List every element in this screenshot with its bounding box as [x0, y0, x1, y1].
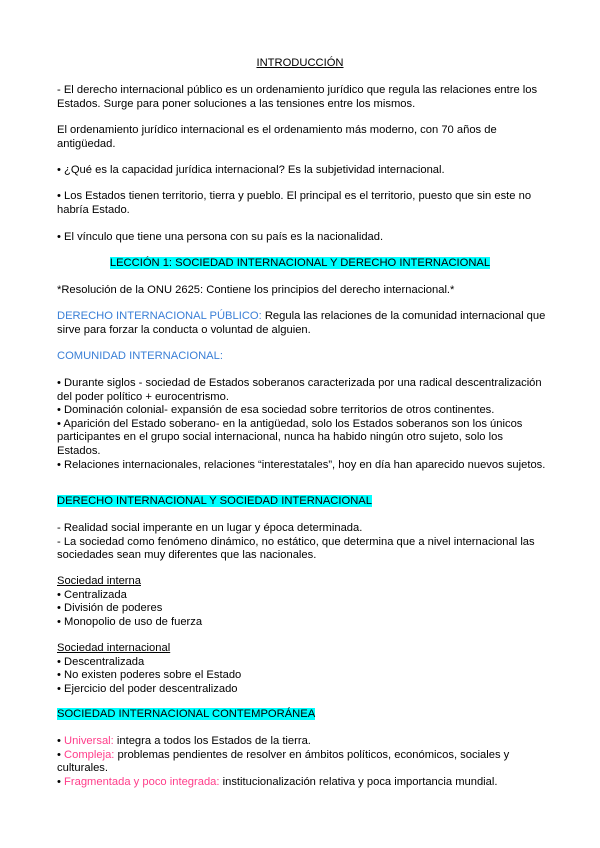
- comunidad-label: COMUNIDAD INTERNACIONAL:: [57, 350, 223, 362]
- item-text: integra a todos los Estados de la tierra.: [113, 735, 311, 747]
- list-item: [57, 735, 547, 749]
- list-item: [57, 749, 547, 776]
- comunidad-list: [57, 377, 547, 472]
- list-item: • Descentralizada: [57, 655, 145, 668]
- dis-heading: DERECHO INTERNACIONAL Y SOCIEDAD INTERNACIONAL: [57, 495, 372, 507]
- list-item: • Centralizada: [57, 588, 127, 601]
- list-item: • Ejercicio del poder descentralizado: [57, 682, 238, 695]
- sic-heading: SOCIEDAD INTERNACIONAL CONTEMPORÁNEA: [57, 708, 316, 720]
- item-label: Universal:: [64, 735, 114, 747]
- leccion1-heading-row: [0, 257, 600, 271]
- list-item: - Realidad social imperante en un lugar y época determinada.: [57, 522, 363, 534]
- bullet: •: [57, 735, 65, 747]
- item-label: Fragmentada y poco integrada:: [64, 775, 220, 788]
- item-text: institucionalización relativa y poca importancia mundial.: [219, 775, 498, 788]
- dis-heading-row: [57, 495, 547, 509]
- intro-paragraph-3: • ¿Qué es la capacidad jurídica internacional? Es la subjetividad internacional.: [57, 164, 445, 176]
- intro-paragraph-1: - El derecho internacional público es un ordenamiento jurídico que regula las relaciones entre los Estados. Surge para poner soluciones a las tensiones entre los mismos.: [57, 84, 538, 110]
- dip-definition: [57, 310, 547, 337]
- resolucion-note: *Resolución de la ONU 2625: Contiene los principios del derecho internacional.*: [57, 284, 455, 296]
- sociedad-internacional: [57, 642, 547, 696]
- bullet: •: [57, 775, 65, 788]
- list-item: • Relaciones internacionales, relaciones “interestatales”, hoy en día han aparecido nuevos sujetos.: [57, 458, 546, 471]
- sociedad-interna-title: Sociedad interna: [57, 575, 141, 587]
- intro-paragraph-2: El ordenamiento jurídico internacional es el ordenamiento más moderno, con 70 años de antigüedad.: [57, 124, 497, 150]
- sic-list: [57, 735, 547, 789]
- dip-label: DERECHO INTERNACIONAL PÚBLICO:: [57, 310, 262, 322]
- leccion1-heading: LECCIÓN 1: SOCIEDAD INTERNACIONAL Y DERECHO INTERNACIONAL: [109, 257, 491, 269]
- list-item: - La sociedad como fenómeno dinámico, no estático, que determina que a nivel internacional las sociedades sean muy diferentes que las nacionales.: [57, 535, 535, 562]
- document-title: INTRODUCCIÓN: [256, 57, 344, 69]
- list-item: • No existen poderes sobre el Estado: [57, 669, 242, 682]
- sic-heading-row: [57, 708, 547, 722]
- sociedad-internacional-title: Sociedad internacional: [57, 642, 171, 654]
- intro-paragraph-5: • El vínculo que tiene una persona con su país es la nacionalidad.: [57, 231, 384, 243]
- list-item: • División de poderes: [57, 602, 163, 615]
- list-item: [57, 776, 547, 790]
- list-item: • Monopolio de uso de fuerza: [57, 615, 203, 628]
- list-item: • Dominación colonial- expansión de esa sociedad sobre territorios de otros continentes.: [57, 404, 495, 417]
- dis-list: [57, 522, 547, 563]
- list-item: • Durante siglos - sociedad de Estados soberanos caracterizada por una radical descentralización del poder político + eurocentrismo.: [57, 377, 542, 403]
- sociedad-interna: [57, 575, 547, 629]
- list-item: • Aparición del Estado soberano- en la antigüedad, solo los Estados soberanos son los únicos participantes en el grupo social internacional, nunca ha habido ningún otro sujeto, solo los Estados.: [57, 417, 523, 457]
- item-text: problemas pendientes de resolver en ámbitos políticos, económicos, sociales y culturales.: [57, 748, 510, 775]
- dip-text: Regula las relaciones de la comunidad internacional que sirve para forzar la conducta o voluntad de alguien.: [57, 310, 546, 336]
- item-label: Compleja:: [64, 748, 115, 761]
- bullet: •: [57, 748, 65, 761]
- intro-paragraph-4: • Los Estados tienen territorio, tierra y pueblo. El principal es el territorio, puesto que sin este no habría Estado.: [57, 190, 532, 216]
